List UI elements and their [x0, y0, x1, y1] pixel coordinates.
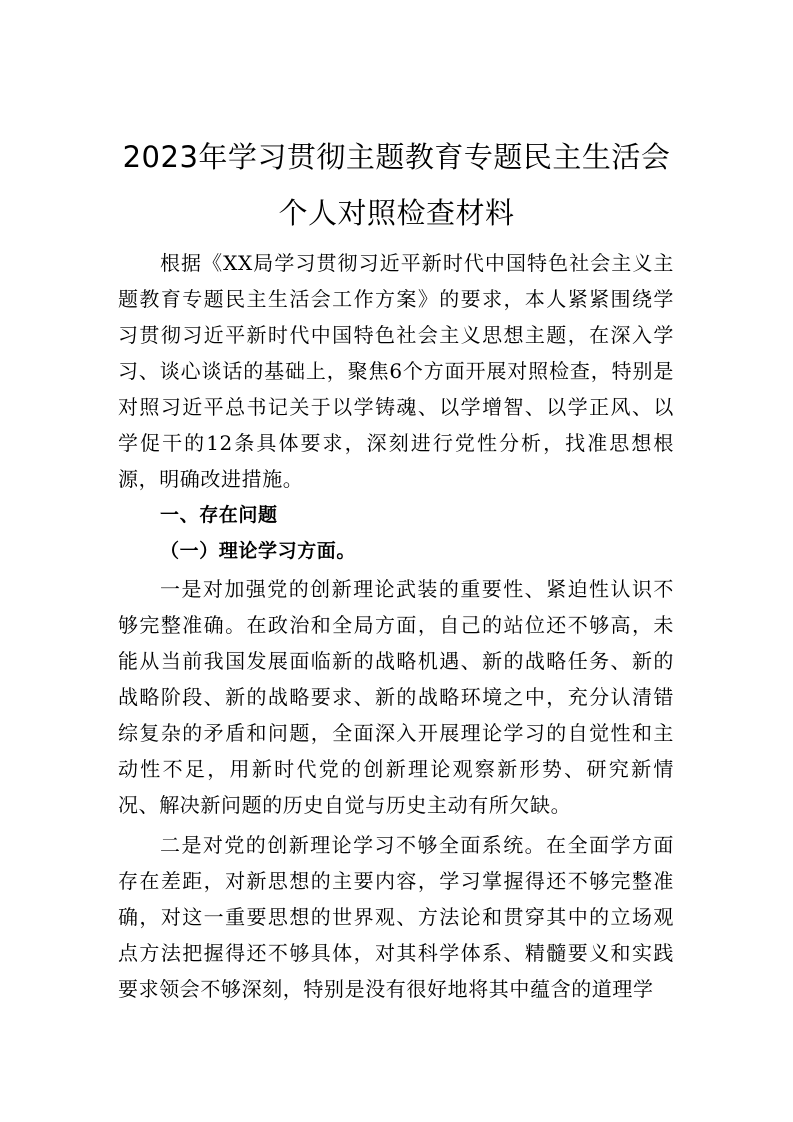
- document-body: [118, 245, 674, 1007]
- paragraph-two: 二是对党的创新理论学习不够全面系统。在全面学方面存在差距，对新思想的主要内容，学习掌握得还不够完整准确，对这一重要思想的世界观、方法论和贯穿其中的立场观点方法把握得还不够具体，对其科学体系、精髓要义和实践要求领会不够深刻，特别是没有很好地将其中蕴含的道理学: [118, 833, 674, 1001]
- section-heading-problems: 一、存在问题: [160, 504, 278, 526]
- document-title-line-1: 2023年学习贯彻主题教育专题民主生活会: [122, 140, 671, 174]
- intro-paragraph: 根据《XX局学习贯彻习近平新时代中国特色社会主义主题教育专题民主生活会工作方案》的要求，本人紧紧围绕学习贯彻习近平新时代中国特色社会主义思想主题，在深入学习、谈心谈话的基础上，聚焦6个方面开展对照检查，特别是对照习近平总书记关于以学铸魂、以学增智、以学正风、以学促干的12条具体要求，深刻进行党性分析，找准思想根源，明确改进措施。: [118, 251, 674, 491]
- document-title-line-2: 个人对照检查材料: [278, 196, 515, 230]
- subsection-heading-theory: （一）理论学习方面。: [160, 540, 357, 562]
- paragraph-one: 一是对加强党的创新理论武装的重要性、紧迫性认识不够完整准确。在政治和全局方面，自己的站位还不够高，未能从当前我国发展面临新的战略机遇、新的战略任务、新的战略阶段、新的战略要求、新的战略环境之中，充分认清错综复杂的矛盾和问题，全面深入开展理论学习的自觉性和主动性不足，用新时代党的创新理论观察新形势、研究新情况、解决新问题的历史自觉与历史主动有所欠缺。: [118, 577, 674, 817]
